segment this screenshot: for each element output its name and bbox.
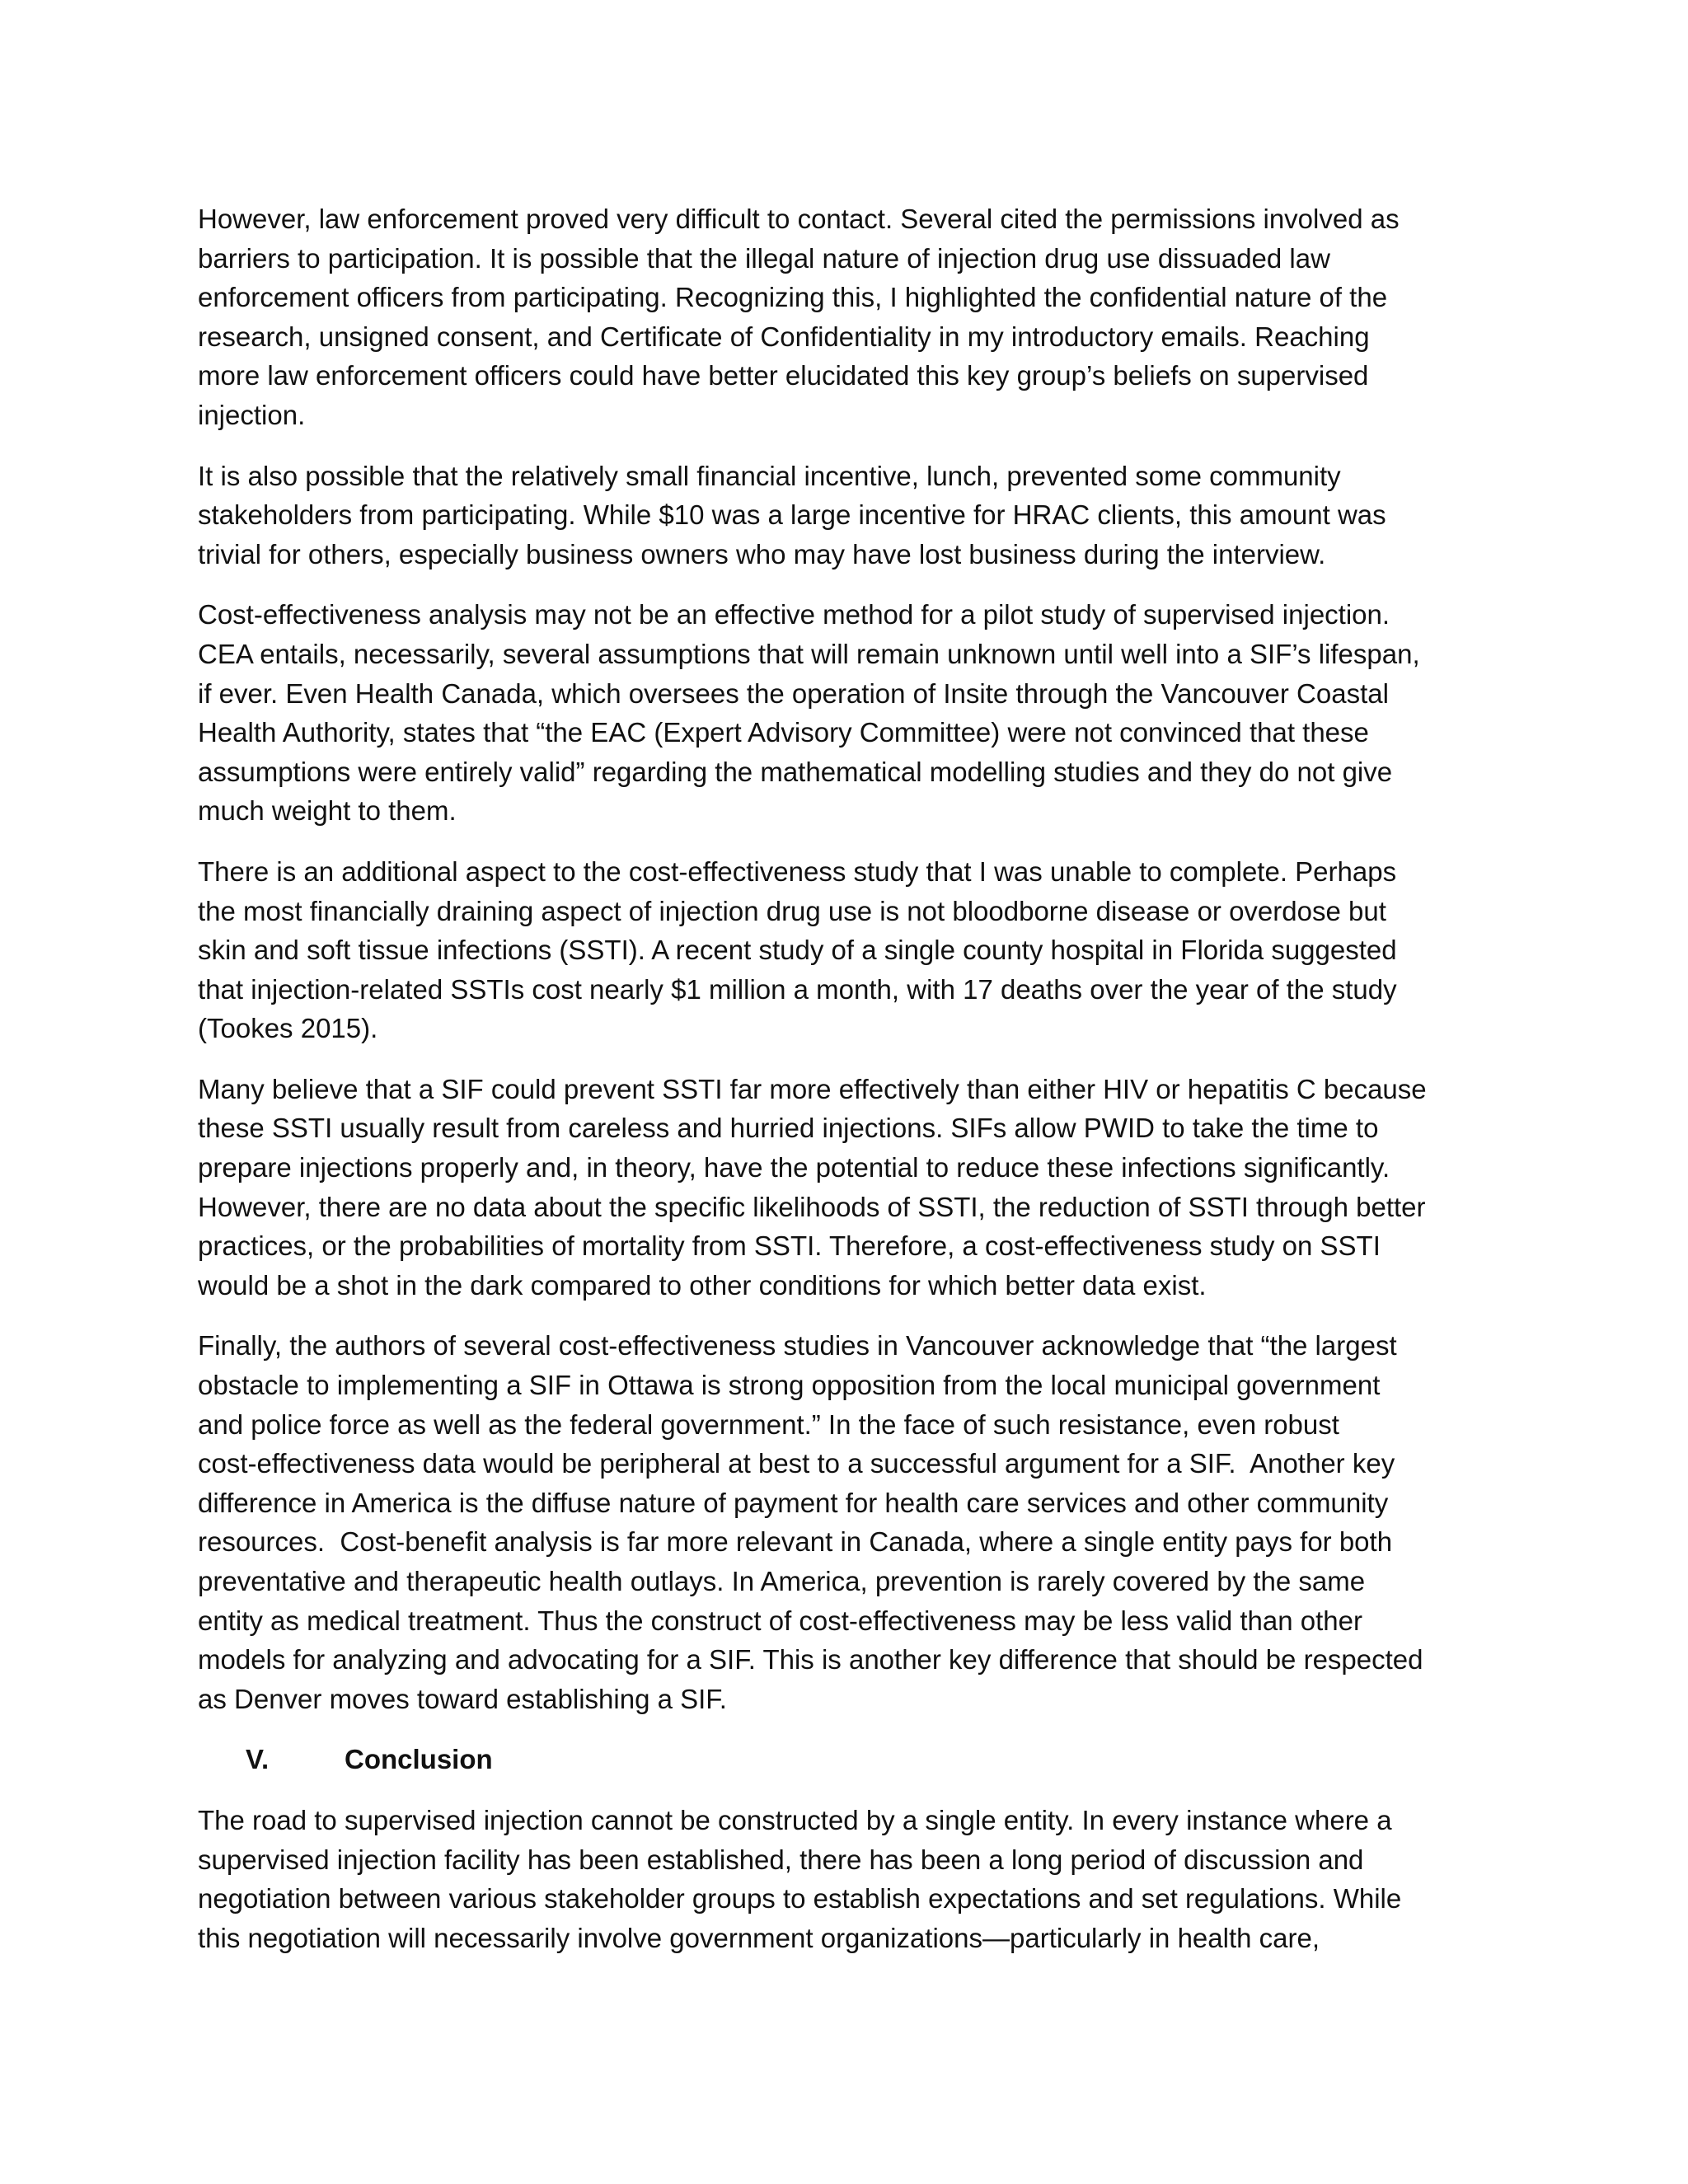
- section-title: Conclusion: [345, 1744, 493, 1775]
- paragraph-cost-effectiveness: Cost-effectiveness analysis may not be an effective method for a pilot study of supervised injection. CEA entails, necessarily, several assumptions that will remain unknown until well into a SIF’s lifespan, if ever. Even Health Canada, which oversees the operation of Insite through the Vancouver Coastal Health Authority, states that “the EAC (Expert Advisory Committee) were not convinced that these assumptions were entirely valid” regarding the mathematical modelling studies and they do not give much weight to them.: [198, 599, 1420, 827]
- paragraph-law-enforcement: However, law enforcement proved very difficult to contact. Several cited the permissions involved as barriers to participation. It is possible that the illegal nature of injection drug use dissuaded law enforcement officers from participating. Recognizing this, I highlighted the confidential nature of the research, unsigned consent, and Certificate of Confidentiality in my introductory emails. Reaching more law enforcement officers could have better elucidated this key group’s beliefs on supervised injection.: [198, 204, 1400, 430]
- paragraph-financial-incentive: It is also possible that the relatively small financial incentive, lunch, prevented some community stakeholders from participating. While $10 was a large incentive for HRAC clients, this amount was trivial for others, especially business owners who may have lost business during the interview.: [198, 460, 1386, 569]
- paragraph-ssti: There is an additional aspect to the cost-effectiveness study that I was unable to complete. Perhaps the most financially draining aspect of injection drug use is not bloodborne disease or overdose but skin and soft tissue infections (SSTI). A recent study of a single county hospital in Florida suggested that injection-related SSTIs cost nearly $1 million a month, with 17 deaths over the year of the study (Tookes 2015).: [198, 855, 1397, 1044]
- paragraph-sif-prevention: Many believe that a SIF could prevent SSTI far more effectively than either HIV or hepatitis C because these SSTI usually result from careless and hurried injections. SIFs allow PWID to take the time to prepare injections properly and, in theory, have the potential to reduce these infections significantly. However, there are no data about the specific likelihoods of SSTI, the reduction of SSTI through better practices, or the probabilities of mortality from SSTI. Therefore, a cost-effectiveness study on SSTI would be a shot in the dark compared to other conditions for which better data exist.: [198, 1073, 1427, 1301]
- section-number: V.: [246, 1744, 270, 1775]
- paragraph-conclusion: The road to supervised injection cannot be constructed by a single entity. In every instance where a supervised injection facility has been established, there has been a long period of discussion and negotiation between various stakeholder groups to establish expectations and set regulations. While this negotiation will necessarily involve government organizations—particularly in health care,: [198, 1804, 1402, 1953]
- document-body: [198, 199, 1492, 1979]
- paragraph-opposition: Finally, the authors of several cost-effectiveness studies in Vancouver acknowledge that “the largest obstacle to implementing a SIF in Ottawa is strong opposition from the local municipal government and police force as well as the federal government.” In the face of such resistance, even robust cost-effectiveness data would be peripheral at best to a successful argument for a SIF. Another key difference in America is the diffuse nature of payment for health care services and other community resources. Cost-benefit analysis is far more relevant in Canada, where a single entity pays for both preventative and therapeutic health outlays. In America, prevention is rarely covered by the same entity as medical treatment. Thus the construct of cost-effectiveness may be less valid than other models for analyzing and advocating for a SIF. This is another key difference that should be respected as Denver moves toward establishing a SIF.: [198, 1330, 1423, 1714]
- section-heading: [198, 1740, 1492, 1779]
